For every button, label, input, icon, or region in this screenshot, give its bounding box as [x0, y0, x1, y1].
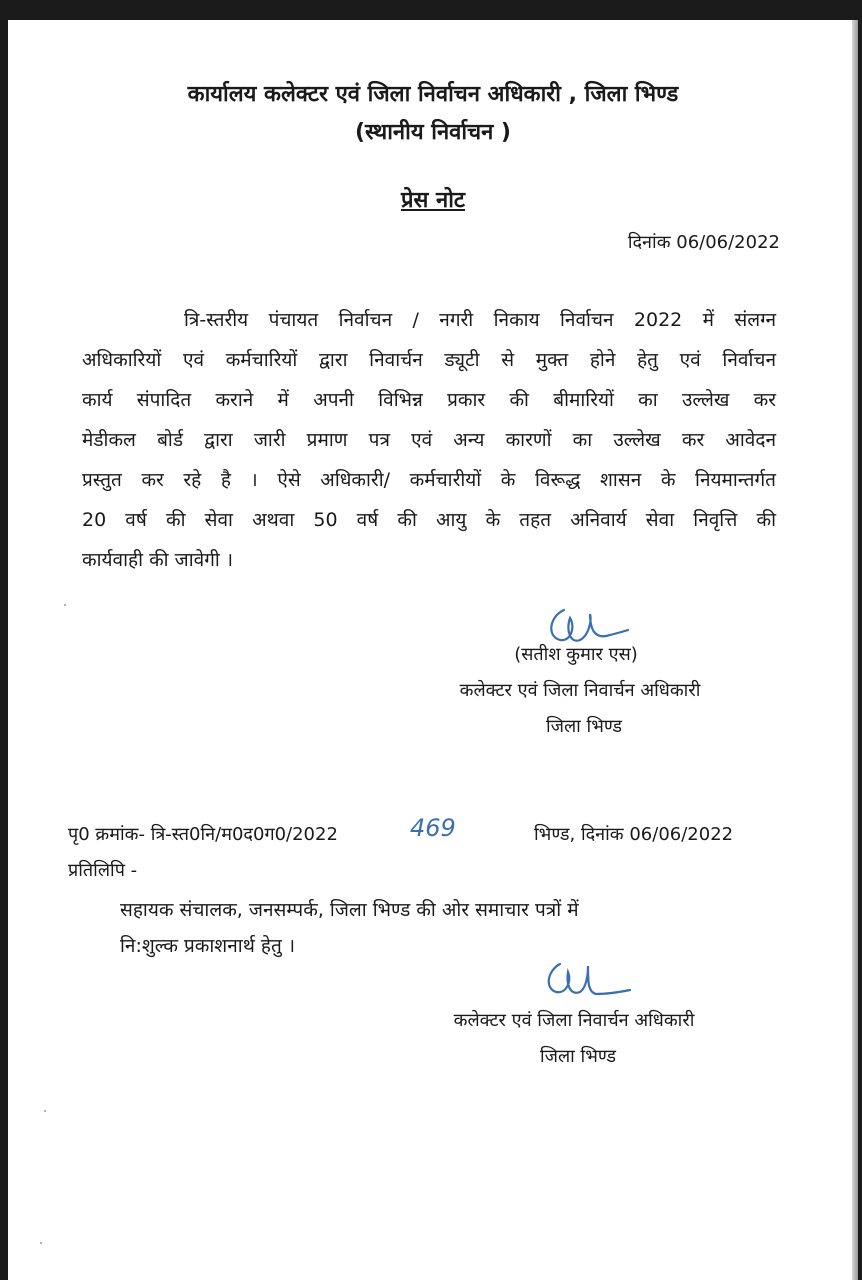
- reference-number: पृ0 क्रमांक- त्रि-स्त0नि/म0द0ग0/2022: [68, 824, 338, 845]
- signatory-2-district: जिला भिण्ड: [539, 1046, 617, 1067]
- signatory-designation: कलेक्टर एवं जिला निवार्चन अधिकारी: [459, 680, 701, 701]
- document-page: [8, 20, 858, 1280]
- signatory-2-designation: कलेक्टर एवं जिला निवार्चन अधिकारी: [453, 1010, 695, 1031]
- body-line-2: अधिकारियों एवं कर्मचारियों द्वारा निवार्चन ड्यूटी से मुक्त होने हेतु एवं निर्वाचन: [82, 349, 776, 371]
- body-line-1: त्रि-स्तरीय पंचायत निर्वाचन / नगरी निकाय निर्वाचन 2022 में संलग्न: [184, 309, 776, 331]
- signatory-district: जिला भिण्ड: [545, 716, 623, 737]
- body-line-4: मेडीकल बोर्ड द्वारा जारी प्रमाण पत्र एवं अन्य कारणों का उल्लेख कर आवेदन: [82, 429, 776, 451]
- document-date: दिनांक 06/06/2022: [627, 232, 780, 253]
- page-title: प्रेस नोट: [400, 188, 466, 213]
- copy-recipient-line-2: नि:शुल्क प्रकाशनार्थ हेतु ।: [120, 935, 296, 957]
- body-line-5: प्रस्तुत कर रहे है । ऐसे अधिकारी/ कर्मचारीयों के विरूद्ध शासन के नियमान्तर्गत: [82, 469, 776, 491]
- handwritten-dispatch-number: 469: [410, 814, 456, 842]
- office-subheader: (स्थानीय निर्वाचन ): [355, 120, 511, 145]
- scan-speck: [64, 604, 66, 606]
- scan-speck: [44, 1110, 46, 1112]
- signatory-name: (सतीश कुमार एस): [514, 644, 638, 665]
- copy-recipient-line-1: सहायक संचालक, जनसम्पर्क, जिला भिण्ड की ओर समाचार पत्रों में: [120, 899, 579, 921]
- copy-label: प्रतिलिपि -: [68, 860, 138, 881]
- signature-2: [536, 956, 636, 1008]
- scan-speck: [40, 1242, 42, 1244]
- body-line-3: कार्य संपादित कराने में अपनी विभिन्न प्रकार की बीमारियों का उल्लेख कर: [82, 389, 776, 411]
- body-line-6: 20 वर्ष की सेवा अथवा 50 वर्ष की आयु के तहत अनिवार्य सेवा निवृत्ति की: [82, 509, 776, 531]
- reference-place-date: भिण्ड, दिनांक 06/06/2022: [534, 824, 734, 845]
- body-line-7: कार्यवाही की जावेगी ।: [82, 549, 234, 571]
- office-header: कार्यालय कलेक्टर एवं जिला निर्वाचन अधिकारी , जिला भिण्ड: [187, 82, 679, 107]
